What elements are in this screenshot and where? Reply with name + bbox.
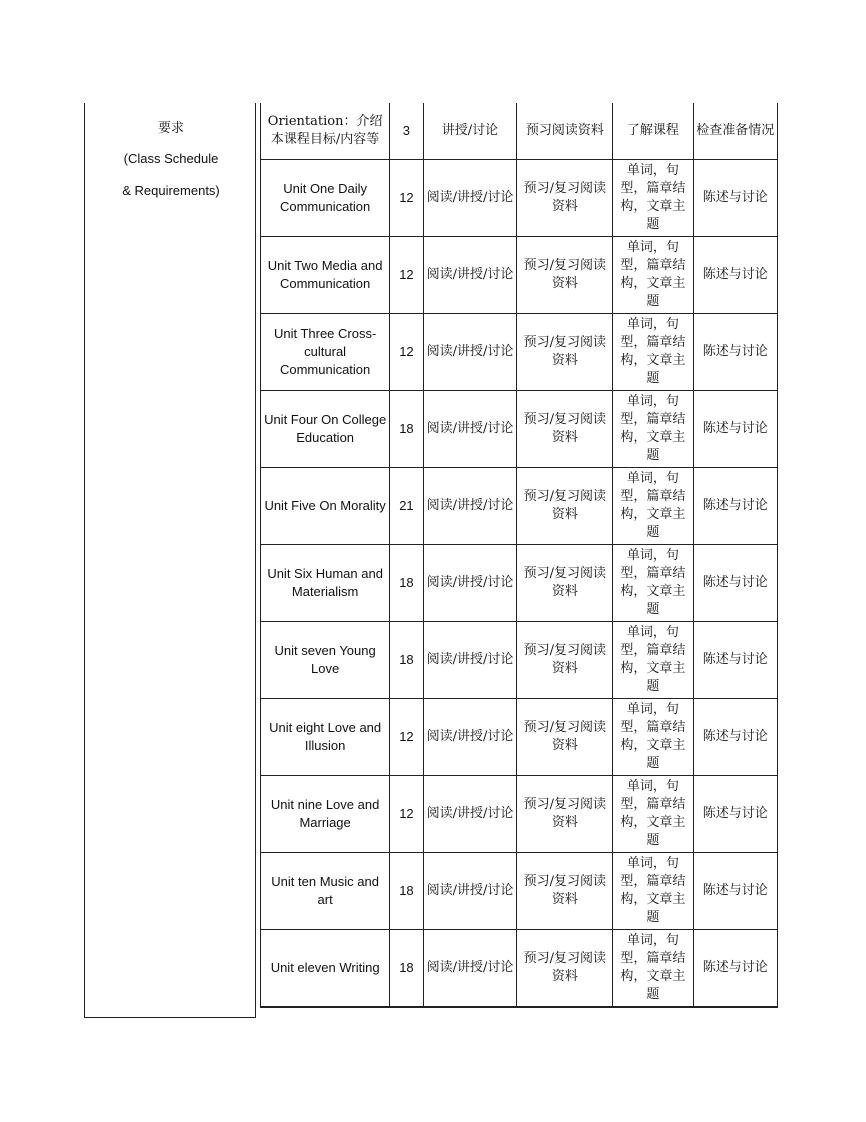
check-cell: 检查准备情况: [693, 103, 777, 160]
table-row: [261, 545, 778, 622]
goal-cell: 单词，句型，篇章结构，文章主题: [613, 160, 693, 237]
check-cell: 陈述与讨论: [693, 545, 777, 622]
section-subtitle-line2: & Requirements): [122, 183, 220, 198]
hours-cell: 12: [390, 237, 423, 314]
column-divider: [255, 103, 256, 1018]
content-cell: Unit Two Media and Communication: [261, 237, 390, 314]
goal-cell: 单词，句型，篇章结构，文章主题: [613, 468, 693, 545]
method-cell: 阅读/讲授/讨论: [423, 314, 517, 391]
check-cell: 陈述与讨论: [693, 853, 777, 930]
check-cell: 陈述与讨论: [693, 776, 777, 853]
content-cell: Unit eight Love and Illusion: [261, 699, 390, 776]
prep-cell: 预习/复习阅读资料: [517, 314, 613, 391]
section-subtitle-line1: (Class Schedule: [123, 151, 219, 166]
table-row: [261, 391, 778, 468]
goal-cell: 单词，句型，篇章结构，文章主题: [613, 699, 693, 776]
method-cell: 阅读/讲授/讨论: [423, 622, 517, 699]
goal-cell: 单词，句型，篇章结构，文章主题: [613, 930, 693, 1008]
goal-cell: 单词，句型，篇章结构，文章主题: [613, 314, 693, 391]
hours-cell: 18: [390, 930, 423, 1008]
table-row: [261, 699, 778, 776]
hours-cell: 21: [390, 468, 423, 545]
prep-cell: 预习/复习阅读资料: [517, 776, 613, 853]
prep-cell: 预习/复习阅读资料: [517, 545, 613, 622]
hours-cell: 18: [390, 391, 423, 468]
content-cell: Unit nine Love and Marriage: [261, 776, 390, 853]
goal-cell: 了解课程: [613, 103, 693, 160]
prep-cell: 预习阅读资料: [517, 103, 613, 160]
goal-cell: 单词，句型，篇章结构，文章主题: [613, 391, 693, 468]
prep-cell: 预习/复习阅读资料: [517, 853, 613, 930]
prep-cell: 预习/复习阅读资料: [517, 237, 613, 314]
content-cell: Orientation：介绍本课程目标/内容等: [261, 103, 390, 160]
prep-cell: 预习/复习阅读资料: [517, 930, 613, 1008]
prep-cell: 预习/复习阅读资料: [517, 622, 613, 699]
goal-cell: 单词，句型，篇章结构，文章主题: [613, 622, 693, 699]
method-cell: 阅读/讲授/讨论: [423, 160, 517, 237]
content-cell: Unit One Daily Communication: [261, 160, 390, 237]
hours-cell: 12: [390, 160, 423, 237]
check-cell: 陈述与讨论: [693, 237, 777, 314]
table-row: [261, 237, 778, 314]
goal-cell: 单词，句型，篇章结构，文章主题: [613, 237, 693, 314]
method-cell: 阅读/讲授/讨论: [423, 468, 517, 545]
goal-cell: 单词，句型，篇章结构，文章主题: [613, 545, 693, 622]
check-cell: 陈述与讨论: [693, 160, 777, 237]
method-cell: 阅读/讲授/讨论: [423, 930, 517, 1008]
prep-cell: 预习/复习阅读资料: [517, 391, 613, 468]
method-cell: 阅读/讲授/讨论: [423, 776, 517, 853]
content-cell: Unit ten Music and art: [261, 853, 390, 930]
schedule-table: [260, 103, 778, 1008]
section-title: 要求: [157, 120, 184, 135]
table-row: [261, 160, 778, 237]
method-cell: 阅读/讲授/讨论: [423, 237, 517, 314]
content-cell: Unit Three Cross-cultural Communication: [261, 314, 390, 391]
content-cell: Unit seven Young Love: [261, 622, 390, 699]
hours-cell: 18: [390, 622, 423, 699]
table-row: [261, 930, 778, 1008]
check-cell: 陈述与讨论: [693, 930, 777, 1008]
check-cell: 陈述与讨论: [693, 622, 777, 699]
hours-cell: 12: [390, 314, 423, 391]
check-cell: 陈述与讨论: [693, 468, 777, 545]
check-cell: 陈述与讨论: [693, 699, 777, 776]
method-cell: 阅读/讲授/讨论: [423, 853, 517, 930]
table-row: [261, 776, 778, 853]
hours-cell: 18: [390, 545, 423, 622]
table-row: [261, 468, 778, 545]
prep-cell: 预习/复习阅读资料: [517, 699, 613, 776]
method-cell: 阅读/讲授/讨论: [423, 699, 517, 776]
table-row: [261, 622, 778, 699]
hours-cell: 12: [390, 776, 423, 853]
prep-cell: 预习/复习阅读资料: [517, 160, 613, 237]
goal-cell: 单词，句型，篇章结构，文章主题: [613, 776, 693, 853]
check-cell: 陈述与讨论: [693, 391, 777, 468]
content-cell: Unit Five On Morality: [261, 468, 390, 545]
method-cell: 阅读/讲授/讨论: [423, 391, 517, 468]
goal-cell: 单词，句型，篇章结构，文章主题: [613, 853, 693, 930]
content-cell: Unit eleven Writing: [261, 930, 390, 1008]
hours-cell: 18: [390, 853, 423, 930]
method-cell: 阅读/讲授/讨论: [423, 545, 517, 622]
method-cell: 讲授/讨论: [423, 103, 517, 160]
content-cell: Unit Six Human and Materialism: [261, 545, 390, 622]
table-row: [261, 314, 778, 391]
hours-cell: 12: [390, 699, 423, 776]
prep-cell: 预习/复习阅读资料: [517, 468, 613, 545]
table-row: [261, 853, 778, 930]
hours-cell: 3: [390, 103, 423, 160]
check-cell: 陈述与讨论: [693, 314, 777, 391]
left-column-cell: [84, 103, 256, 1018]
content-cell: Unit Four On College Education: [261, 391, 390, 468]
table-row-orientation: [261, 103, 778, 160]
